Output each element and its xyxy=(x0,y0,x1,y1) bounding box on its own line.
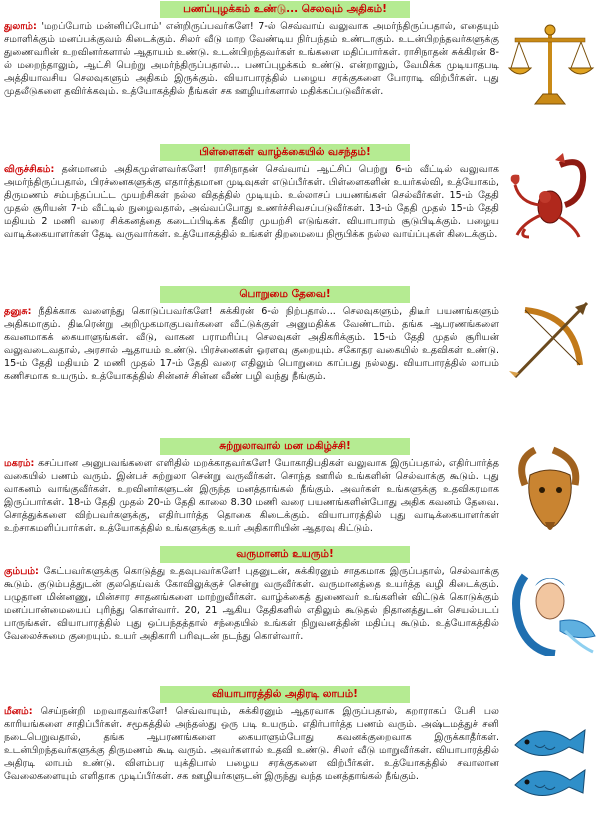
section-text-thulam xyxy=(4,20,499,140)
libra-scales-icon xyxy=(505,20,595,110)
section-body-kumbam: கேட்பவர்களுக்கு கொடுத்து உதவுபவர்களே! புதனுடன், சுக்கிரனும் சாதகமாக இருப்பதால், செல்வாக்கு கூடும். குடும்பத்துடன் குலதெய்வக் கோவிலுக்குச் சென்று வருவீர்கள். வருமானத்தை உயர்த்த வழி கிடைக்கும். பழுதான மின்னணு, மின்சார சாதனங்களை மாற்றுவீர்கள். வாழ்க்கைத் துணைவர் உங்களின் விட்டுக் கொடுக்கும் மனப்பான்மையைப் புரிந்து கொள்வார். 20, 21 ஆகிய தேதிகளில் எதிலும் கூடுதல் நிதானத்துடன் செயல்படப் பாருங்கள். வியாபாரத்தில் புது ஒப்பந்தத்தால் சந்தையில் உங்கள் நிறுவனத்தின் மதிப்பு கூடும். உத்யோகத்தில் வேலைச்சுமை குறையும். உயர் அதிகாரி பரிவுடன் நடந்து கொள்வார். xyxy=(4,566,499,642)
section-banner-thulam: பணப்புழக்கம் உண்டு... செலவும் அதிகம்! xyxy=(160,1,410,18)
section-body-thulam: 'மறப்போம் மன்னிப்போம்' என்றிருப்பவர்களே! 7-ல் செவ்வாய் வலுவாக அமர்ந்திருப்பதால், எதையும் சமாளிக்கும் மனப்பக்குவம் கிடைக்கும். சிலர் வீடு மாற வேண்டிய நிர்பந்தம் உண்டாகும். உடன்பிறந்தவர்களுக்கு துணைவரின் உறவினர்களால் ஆதாயம் உண்டு. உடன்பிறந்தவர்கள் உங்களை மதிப்பார்கள். ராசிநாதன் சுக்கிரன் 8-ல் மறைந்தாலும், ஆட்சி பெற்று அமர்ந்திருப்பதால்... பணப்புழக்கம் உண்டு. என்றாலும், வேமிக்க முடியாதபடி அத்தியாவசிய செலவுகளும் அதிகம் இருக்கும். வியாபாரத்தில் பழைய சரக்குகளை போராடி விற்பீர்கள். புது முதலீடுகளை தவிர்க்கவும். உத்யோகத்தில் நீங்கள் சக ஊழியர்களால் மதிக்கப்படுவீர்கள். xyxy=(4,21,499,97)
sign-name-thulam: துலாம்: xyxy=(4,21,37,32)
section-text-meenam xyxy=(4,705,499,815)
sign-name-viruchigam: விருச்சிகம்: xyxy=(4,164,55,175)
section-banner-meenam: வியாபாரத்தில் அதிரடி லாபம்! xyxy=(160,686,410,703)
bow-and-arrow-icon xyxy=(505,295,595,385)
scorpion-icon xyxy=(505,145,595,240)
goat-head-icon xyxy=(505,440,595,540)
sign-name-dhanusu: தனுசு: xyxy=(4,306,32,317)
section-body-meenam: செய்நன்றி மறவாதவர்களே! செவ்வாயும், சுக்கிரனும் ஆதரவாக இருப்பதால், கறாராகப் பேசி பல காரியங்களை சாதிப்பீர்கள். சமூகத்தில் அந்தஸ்து ஒரு படி உயரும். எதிர்பார்த்த பணம் வரும். அஷ்டமத்துச் சனி நடைபெறுவதால், தங்க ஆபரணங்களை கையாளும்போது கவனக்குறைவாக இருக்காதீர்கள். உடன்பிறந்தவர்களுக்கு திருமணம் கூடி வரும். அவர்களால் உதவி உண்டு. சிலர் வீடு மாறுவீர்கள். வியாபாரத்தில் அதிரடி லாபம் உண்டு. விளம்பர யுக்திபால் பழைய சரக்குகளை விற்பீர்கள். உத்யோகத்தில் சவாலான வேலைகளையும் எளிதாக முடிப்பீர்கள். சக ஊழியர்களுடன் இருந்து வந்த மனத்தாங்கல் நீங்கும். xyxy=(4,706,499,782)
section-banner-dhanusu: பொறுமை தேவை! xyxy=(160,286,410,303)
section-banner-viruchigam: பிள்ளைகள் வாழ்க்கையில் வசந்தம்! xyxy=(160,144,410,161)
sign-name-meenam: மீனம்: xyxy=(4,706,33,717)
sign-name-magaram: மகரம்: xyxy=(4,458,35,469)
section-banner-magaram: சுற்றுலாவால் மன மகிழ்ச்சி! xyxy=(160,438,410,455)
section-text-dhanusu xyxy=(4,305,499,425)
sign-name-kumbam: கும்பம்: xyxy=(4,566,39,577)
aquarius-woman-icon xyxy=(505,566,600,656)
section-text-viruchigam xyxy=(4,163,499,283)
section-body-magaram: கசப்பான அனுபவங்களை எளிதில் மறக்காதவர்களே! யோகாதிபதிகள் வலுவாக இருப்பதால், எதிர்பார்த்த வகையில் பணம் வரும். இன்பச் சுற்றுலா சென்று வருவீர்கள். சொந்த ஊரில் உங்களின் செல்வாக்கு கூடும். புது வாகனம் வாங்குவீர்கள். உறவினர்களுடன் இருந்த மனத்தாங்கல் நீங்கும். அவர்கள் உங்களுக்கு உதவிகரமாக இருப்பார்கள். 18-ம் தேதி முதல் 20-ம் தேதி காலை 8.30 மணி வரை பயணங்களின்போது அதிக கவனம் தேவை. சொத்துக்களை விற்பவர்களுக்கு, எதிர்பார்த்த தொகை கிடைக்கும். வியாபாரத்தில் புது வாடிக்கையாளர்கள் உற்சாகமளிப்பார்கள். உத்யோகத்தில் உங்களுக்கு உயர் அதிகாரியின் ஆதரவு கிட்டும். xyxy=(4,458,499,534)
section-body-viruchigam: தன்மானம் அதிகமுள்ளவர்களே! ராசிநாதன் செவ்வாய் ஆட்சிப் பெற்று 6-ம் வீட்டில் வலுவாக அமர்ந்திருப்பதால், பிரச்னைகளுக்கு எதார்த்தமான முடிவுகள் எடுப்பீர்கள். பிள்ளைகளின் உயர்கல்வி, உத்யோகம், திருமணம் சம்பந்தப்பட்ட முயற்சிகள் நல்ல விதத்தில் முடியும். உல்லாசப் பயணங்கள் செல்வீர்கள். 15-ம் தேதி முதல் சூரியன் 7-ம் வீட்டில் நுழைவதால், அவ்வப்போது உணர்ச்சிவசப்படுவீர்கள். 13-ம் தேதி முதல் 15-ம் தேதி மதியம் 2 மணி வரை சிக்கனத்தை கடைப்பிடிக்க தீவிர முயற்சி எடுங்கள். வியாபாரம் சூடுபிடிக்கும். பழைய வாடிக்கையாளர்கள் தேடி வருவார்கள். உத்யோகத்தில் உங்கள் திறமையை நிரூபிக்க நல்ல வாய்ப்புகள் கிடைக்கும். xyxy=(4,164,499,240)
section-text-kumbam xyxy=(4,565,499,685)
two-fish-icon xyxy=(505,715,595,813)
section-banner-kumbam: வருமானம் உயரும்! xyxy=(160,546,410,563)
section-body-dhanusu: நீதிக்காக வளைந்து கொடுப்பவர்களே! சுக்கிரன் 6-ல் நிற்பதால்... செலவுகளும், திடீர் பயணங்களும் அதிகமாகும். திடீரென்று அறிமுகமாகுபவர்களை வீட்டுக்குள் அனுமதிக்க வேண்டாம். தங்க ஆபரணங்களை கவனமாகக் கையாளுங்கள். வீடு, வாகன பராமரிப்பு செலவுகள் அதிகரிக்கும். 15-ம் தேதி முதல் சூரியன் வலுவடைவதால், அரசால் ஆதாயம் உண்டு. பிரச்னைகள் ஓரளவு குறையும். சகோதர வகையில் உதவிகள் உண்டு. 15-ம் தேதி மதியம் 2 மணி முதல் 17-ம் தேதி வரை எதிலும் பொறுமை காப்பது நல்லது. வியாபாரத்தில் லாபம் கணிசமாக உயரும். உத்யோகத்தில் சின்னச் சின்ன வீண் பழி வந்து நீங்கும். xyxy=(4,306,499,382)
